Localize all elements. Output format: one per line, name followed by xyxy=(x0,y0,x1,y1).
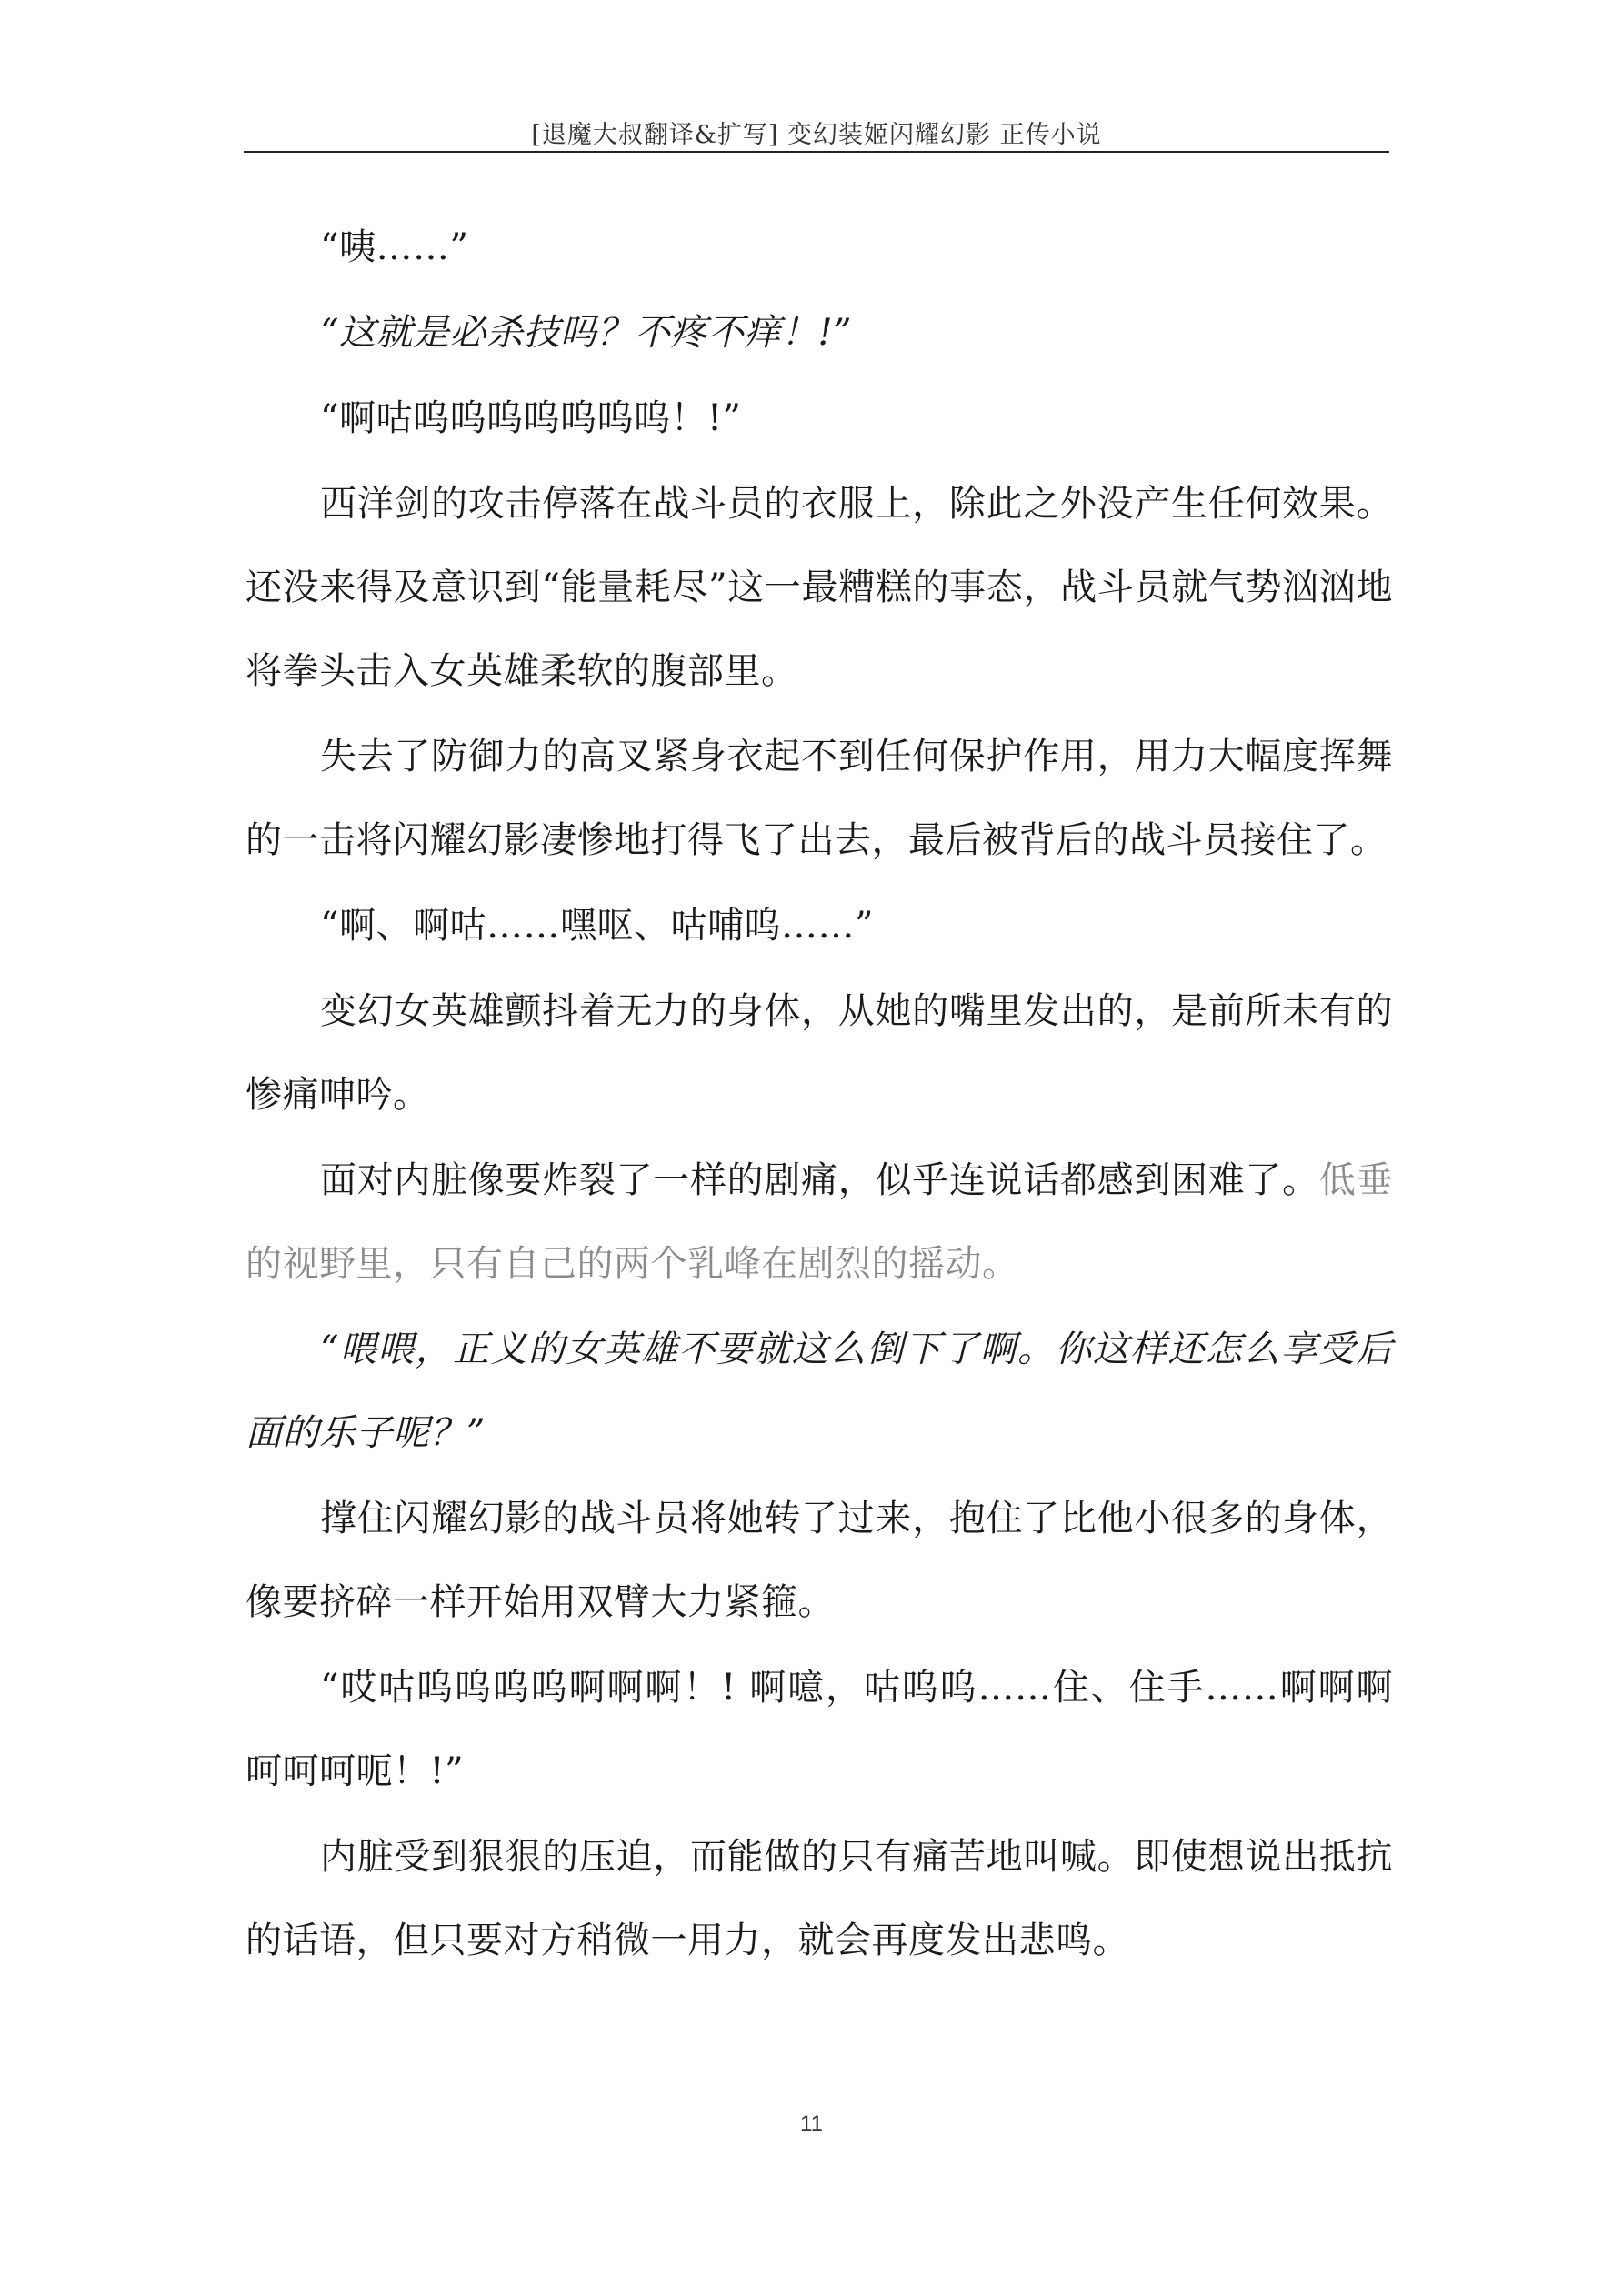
paragraph-1: “咦……” xyxy=(320,226,469,268)
paragraph-11: “哎咕呜呜呜呜啊啊啊！! 啊噫，咕呜呜……住、住手……啊啊啊呵呵呵呃！!” xyxy=(245,1667,1393,1792)
paragraph-10: 撑住闪耀幻影的战斗员将她转了过来，抱住了比他小很多的身体，像要挤碎一样开始用双臂大力紧箍。 xyxy=(245,1498,1393,1623)
paragraph-4: 西洋剑的攻击停落在战斗员的衣服上，除此之外没产生任何效果。还没来得及意识到“能量耗尽”这一最糟糕的事态，战斗员就气势汹汹地将拳头击入女英雄柔软的腹部里。 xyxy=(245,483,1393,692)
page-number: 11 xyxy=(800,2111,823,2136)
paragraph-7: 变幻女英雄颤抖着无力的身体，从她的嘴里发出的，是前所未有的惨痛呻吟。 xyxy=(245,990,1393,1116)
paragraph-8 xyxy=(245,1138,1393,1306)
paragraph-8-muted-tail: 低垂的视野里，只有自己的两个乳峰在剧烈的摇动。 xyxy=(245,1159,1394,1285)
paragraph-2: “这就是必杀技吗？不疼不痒！!” xyxy=(320,312,852,354)
paragraph-3: “啊咕呜呜呜呜呜呜呜！!” xyxy=(320,397,742,439)
paragraph-9: “喂喂，正义的女英雄不要就这么倒下了啊。你这样还怎么享受后面的乐子呢？” xyxy=(245,1328,1393,1454)
page-body xyxy=(245,206,1393,1984)
paragraph-5: 失去了防御力的高叉紧身衣起不到任何保护作用，用力大幅度挥舞的一击将闪耀幻影凄惨地打得飞了出去，最后被背后的战斗员接住了。 xyxy=(245,736,1393,861)
header-divider xyxy=(244,151,1389,153)
paragraph-12: 内脏受到狠狠的压迫，而能做的只有痛苦地叫喊。即使想说出抵抗的话语，但只要对方稍微一用力，就会再度发出悲鸣。 xyxy=(245,1836,1393,1961)
running-header: [退魔大叔翻译&扩写] 变幻装姬闪耀幻影 正传小说 xyxy=(531,121,1102,149)
paragraph-8-main: 面对内脏像要炸裂了一样的剧痛，似乎连说话都感到困难了。 xyxy=(320,1159,1319,1201)
paragraph-6: “啊、啊咕……嘿呕、咕哺呜……” xyxy=(320,905,874,947)
